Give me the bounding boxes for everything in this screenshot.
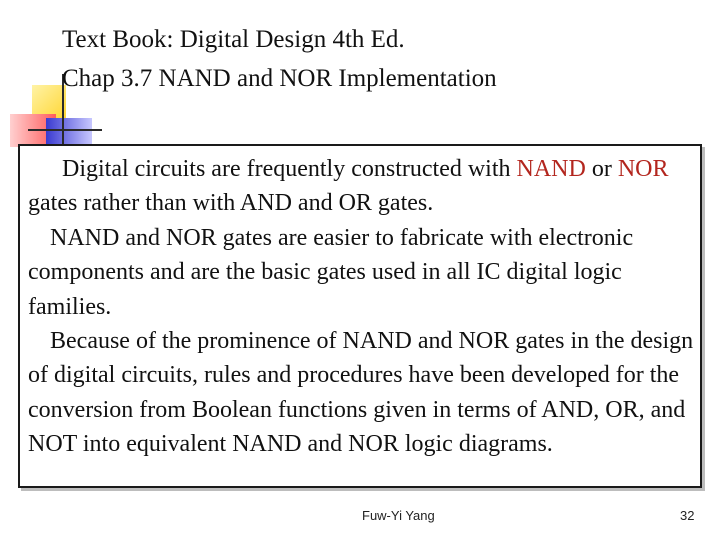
page-number: 32 (680, 508, 695, 523)
p1-text-start: Digital circuits are frequently constructed with (62, 156, 517, 182)
nor-highlight: NOR (617, 156, 669, 182)
paragraph-3: Because of the prominence of NAND and NOR gates in the design of digital circuits, rules and procedures have been developed for the conversion from Boolean functions given in terms of AND, OR, and NOT into equivalent NAND and NOR logic diagrams. (28, 328, 694, 458)
p1-text-mid: or (585, 156, 618, 182)
paragraph-2: NAND and NOR gates are easier to fabricate with electronic components and are the basic gates used in all IC digital logic families. (28, 224, 634, 320)
p1-text-end: gates rather than with AND and OR gates. (28, 190, 434, 217)
footer-author: Fuw-Yi Yang (362, 508, 435, 523)
nand-highlight: NAND (516, 156, 586, 182)
slide-title-line2: Chap 3.7 NAND and NOR Implementation (62, 65, 497, 92)
decorative-horizontal-line (28, 129, 102, 131)
slide-title-line1: Text Book: Digital Design 4th Ed. (62, 26, 405, 53)
paragraph-1 (20, 146, 700, 221)
content-box (18, 144, 702, 488)
